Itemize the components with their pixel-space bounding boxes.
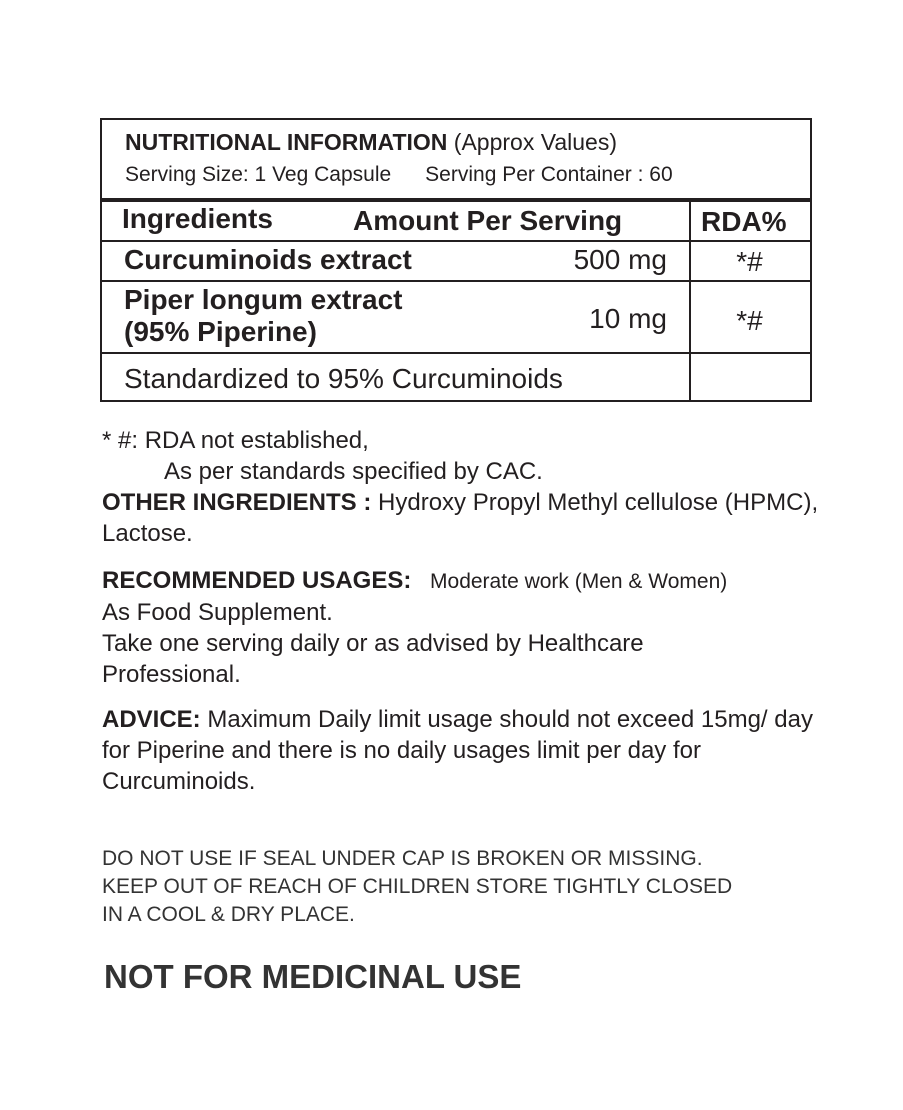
other-ingredients-label: OTHER INGREDIENTS : (102, 489, 372, 516)
serving-info (125, 163, 673, 187)
nutrition-header (102, 120, 810, 198)
ingredient-amount: 10 mg (589, 303, 667, 334)
other-ingredients (102, 487, 862, 549)
ingredient-rda: *# (736, 246, 763, 277)
column-header-rda: RDA% (701, 206, 787, 237)
warning-text (102, 845, 732, 929)
row-divider-2 (102, 280, 810, 282)
recommended-label: RECOMMENDED USAGES: (102, 567, 412, 594)
column-header-amount: Amount Per Serving (353, 205, 623, 236)
rda-column-divider (689, 200, 691, 402)
recommended-target: Moderate work (Men & Women) (430, 570, 728, 593)
other-ingredients-text: Hydroxy Propyl Methyl cellulose (HPMC), Lactose. (102, 489, 819, 547)
standardized-note: Standardized to 95% Curcuminoids (124, 363, 563, 394)
ingredient-rda: *# (736, 305, 763, 336)
row-divider-1 (102, 240, 810, 242)
rda-footnote (102, 425, 543, 487)
footnote-line2: As per standards specified by CAC. (164, 458, 543, 485)
serving-size: Serving Size: 1 Veg Capsule (125, 163, 392, 186)
not-medicinal-notice: NOT FOR MEDICINAL USE (104, 958, 522, 995)
servings-per-container: Serving Per Container : 60 (425, 163, 673, 186)
warning-line3: IN A COOL & DRY PLACE. (102, 903, 355, 926)
approx-values-label: (Approx Values) (453, 129, 617, 155)
row-divider-3 (102, 352, 810, 354)
header-divider (102, 198, 810, 202)
recommended-line1: As Food Supplement. (102, 599, 333, 626)
ingredient-name (124, 284, 403, 348)
advice-text: Maximum Daily limit usage should not exceed 15mg/ day for Piperine and there is no daily usages limit per day for Curcuminoids. (102, 706, 813, 795)
advice-label: ADVICE: (102, 706, 201, 733)
ingredient-name-line2: (95% Piperine) (124, 316, 317, 347)
advice (102, 704, 842, 797)
warning-line2: KEEP OUT OF REACH OF CHILDREN STORE TIGHTLY CLOSED (102, 875, 733, 898)
warning-line1: DO NOT USE IF SEAL UNDER CAP IS BROKEN OR MISSING. (102, 847, 703, 870)
nutrition-title (125, 129, 617, 156)
ingredient-name: Curcuminoids extract (124, 244, 412, 275)
nutrition-title-text: NUTRITIONAL INFORMATION (125, 129, 448, 155)
recommended-line2: Take one serving daily or as advised by Healthcare Professional. (102, 630, 644, 688)
nutrition-table (100, 118, 812, 402)
recommended-usages (102, 565, 862, 690)
ingredient-name-line1: Piper longum extract (124, 284, 403, 315)
column-header-ingredients: Ingredients (122, 203, 273, 234)
footnote-line1: * #: RDA not established, (102, 427, 369, 454)
ingredient-amount: 500 mg (573, 244, 667, 275)
